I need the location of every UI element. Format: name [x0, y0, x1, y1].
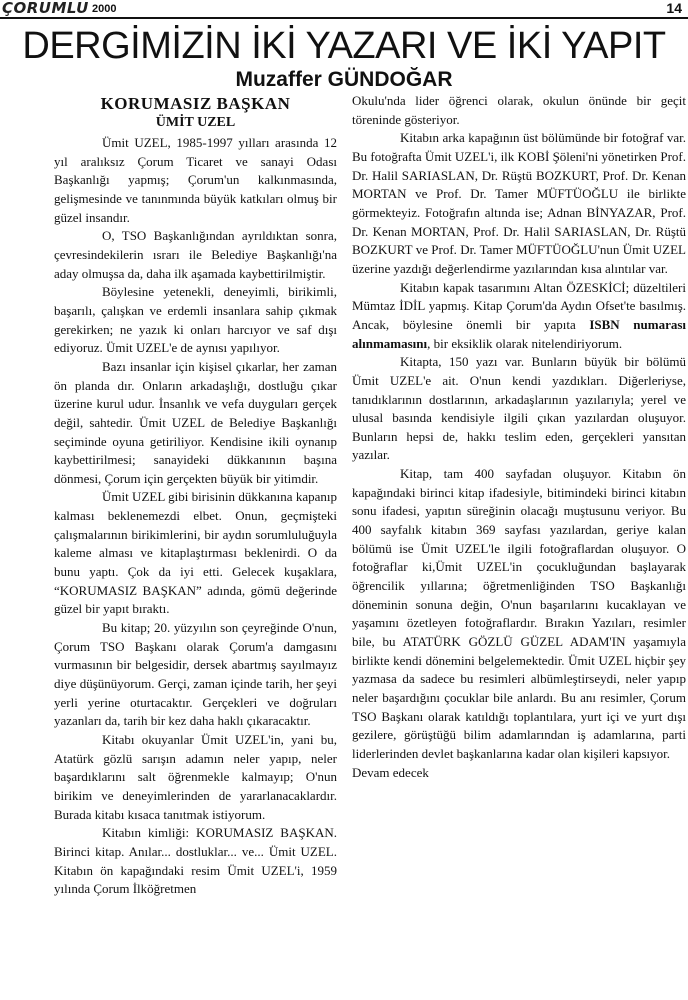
paragraph-isbn — [352, 279, 686, 354]
paragraph: Kitabı okuyanlar Ümit UZEL'in, yani bu, Atatürk gözlü sarışın adamın neler yapıp, neler başardıklarını salt öğrenmekle kalmayıp; O'nun birikim ve deneyimlerinden de yararlanacaklardır. Burada kitabı kısaca tanıtmak istiyorum. — [54, 732, 337, 822]
magazine-logo: ÇORUMLU — [2, 0, 89, 17]
author-name: Muzaffer GÜNDOĞAR — [235, 68, 453, 91]
isbn-tail: , bir eksiklik olarak nitelendiriyorum. — [427, 335, 623, 351]
right-column — [352, 92, 686, 997]
isbn-note: ISBN numarası alınmamasını — [352, 316, 686, 351]
headline: DERGİMİZİN İKİ YAZARI VE İKİ YAPIT — [22, 25, 666, 67]
paragraph: Kitabın kimliği: KORUMASIZ BAŞKAN. Birinci kitap. Anılar... dostluklar... ve... Ümit UZEL. Kitabın ön kapağındaki resim Ümit UZEL'i, 1959 yılında Çorum İlköğretmen — [54, 825, 337, 897]
paragraph: Ümit UZEL, 1985-1997 yılları arasında 12 yıl aralıksız Çorum Ticaret ve sanayi Odası Başkanlığı yapmış; Çorum'un kalkınmasında, gelişmesinde ve tanınmında büyük katkıları olmuş bir güzel insandır. — [54, 135, 337, 225]
paragraph: Böylesine yetenekli, deneyimli, birikimli, başarılı, çalışkan ve erdemli insanlara sahip çıkmak gerekirken; ne yazık ki onları harcıyor ve saf dışı ediyoruz. Ümit UZEL'e de aynısı yapılıyor. — [54, 284, 337, 356]
page-header — [0, 0, 688, 18]
paragraph: Okulu'nda lider öğrenci olarak, okulun önünde bir geçit töreninde gösteriyor. — [352, 93, 686, 127]
continued-note: Devam edecek — [352, 764, 429, 780]
section-subtitle: ÜMİT UZEL — [155, 115, 236, 130]
paragraph: Bu kitap; 20. yüzyılın son çeyreğinde O'nun, Çorum TSO Başkanı olarak Çorum'a damgasını vurmasının bir belgesidir, dersek abartmış sayılmayız diye düşünüyorum. Gerçi, zaman içinde tarih, her şeyi yerli yerine oturtacaktır. Gerçekleri ve doğruları yazanları da, tarih bir kez daha haklı çıkaracaktır. — [54, 620, 337, 729]
paragraph-text: Kitabın kapak tasarımını Altan ÖZESKİCİ; düzeltileri Mümtaz İDİL yapmış. Kitap Çorum'da Aydın Ofset'te basılmış. Ancak, böylesine önemli bir yapıta — [352, 279, 686, 332]
header-rule — [0, 17, 688, 19]
paragraph: Bazı insanlar için kişisel çıkarlar, her zaman ön planda dır. Onların arkadaşlığı, dostluğu çıkar üzerine kurul udur. İnsanlık ve vefa duyguları gerçek değil, sahtedir. Ümit UZEL de Belediye Başkanlığı seçiminde oyuna getiriliyor. Kendisine ikili oynanıp kaybettirilmesi; sanayideki dükkanının başına dönmesi, Çorum için gerçekten büyük bir yitimdir. — [54, 358, 337, 486]
paragraph: Ümit UZEL gibi birisinin dükkanına kapanıp kalması beklenemezdi elbet. Onun, geçmişteki çalışmalarının birikimlerini, bir aydın sorumluluğuyla kaleme alması ve kitaplaştırması beklenirdi. O da bunu yaptı. Çok da iyi etti. Gelecek kuşaklara, “KORUMASIZ BAŞKAN” adında, gömü değerinde güzel bir yapıt bıraktı. — [54, 489, 337, 617]
paragraph: Kitap, tam 400 sayfadan oluşuyor. Kitabın ön kapağındaki birinci kitap ifadesiyle, bitimindeki birinci kitabın sonu ifadesi, yapıtın süreğinin olacağı muştusunu veriyor. Bu 400 sayfalık kitabın 369 sayfası yazılardan, geriye kalan bölümü ise Ümit UZEL'le ilgili fotoğraflardan oluşuyor. O fotoğraflar ki,Ümit UZEL'in çocukluğundan başlayarak öğrencilik yıllarına; öğretmenliğinden TSO Başkanlığı döneminin sonuna değin, O'nun başarılarını kucaklayan ve yaşamını özetleyen fotoğraflardır. Bırakın Yazıları, resimler bile, bu ATATÜRK GÖZLÜ GÜZEL ADAM'IN yaşamıyla birlikte kendi dönemini belgelemektedir. Ümit UZEL hiçbir şey yazmasa da sadece bu resimleri albümleştirseydi, neler yapıp neler başardığını çocuklar bile anlardı. Bu anı resimler, Çorum TSO Başkanı olarak katıldığı toplantılara, yurt içi ve yurt dışı gezilere, görüştüğü bilim adamlarından iş adamlarına, parti liderlerinden devlet başkanlarına kadar olan kişileri kapsıyor. — [352, 466, 686, 761]
issue-year: 2000 — [92, 3, 117, 15]
paragraph: Kitapta, 150 yazı var. Bunların büyük bir bölümü Ümit UZEL'e ait. O'nun kendi yazdıkları. Diğerleriyse, tanıdıklarının dostlarının, arkadaşlarının yazılarıyla; yerel ve ulusal basında kendisiyle ilgili çıkan yazılardan oluşuyor. Bunların hepsi de, hakkı teslim eden, gerçekleri yansıtan yazılar. — [352, 354, 686, 463]
paragraph: O, TSO Başkanlığından ayrıldıktan sonra, çevresindekilerin ısrarı ile Belediye Başkanlığı'na aday olmuşsa da, daha ilk aşamada kaybettirilmiştir. — [54, 228, 337, 281]
left-column — [54, 92, 337, 997]
paragraph: Kitabın arka kapağının üst bölümünde bir fotoğraf var. Bu fotoğrafta Ümit UZEL'i, ilk KOBİ Şöleni'ni yönetirken Prof. Dr. Halil SARIASLAN, Dr. Rüştü BOZKURT, Prof. Dr. Kenan MORTAN ve Prof. Dr. Tamer MÜFTÜOĞLU ile birlikte görmekteyiz. Fotoğrafın altında ise; Adnan BİNYAZAR, Prof. Dr. Kenan MORTAN, Prof. Dr. Halil SARIASLAN, Dr. Rüştü BOZKURT ve Prof. Dr. Tamer MÜFTÜOĞLU'nun Ümit UZEL üzerine yazdığı değerlendirme yazılarından kısa alıntılar var. — [352, 130, 686, 276]
section-title: KORUMASIZ BAŞKAN — [100, 94, 291, 113]
page-number: 14 — [666, 0, 682, 16]
